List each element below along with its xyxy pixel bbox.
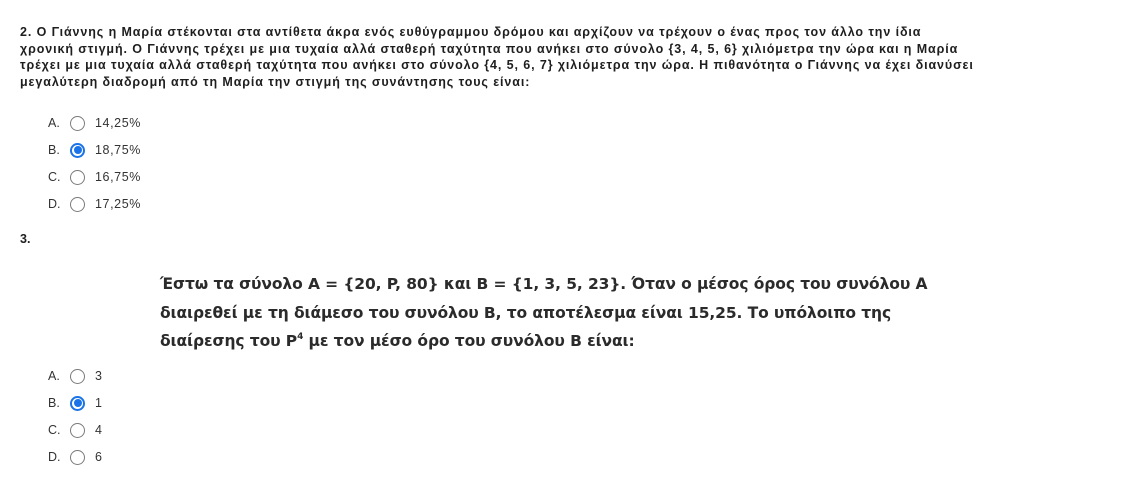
option-label: 16,75% bbox=[95, 170, 141, 184]
option-label: 3 bbox=[95, 369, 103, 383]
question-3-line3-start: διαίρεσης του P bbox=[160, 332, 298, 350]
option-letter: B. bbox=[48, 143, 60, 157]
q3-option-c[interactable] bbox=[48, 421, 103, 439]
option-letter: C. bbox=[48, 423, 61, 437]
radio-button-selected[interactable] bbox=[70, 143, 85, 158]
radio-button[interactable] bbox=[70, 369, 85, 384]
option-label: 18,75% bbox=[95, 143, 141, 157]
radio-button[interactable] bbox=[70, 450, 85, 465]
q3-option-a[interactable] bbox=[48, 367, 103, 385]
option-letter: A. bbox=[48, 369, 60, 383]
question-3-line: Έστω τα σύνολο A = {20, P, 80} και B = {1, 3, 5, 23}. Όταν ο μέσος όρος του συνόλου Α bbox=[160, 275, 928, 293]
option-label: 14,25% bbox=[95, 116, 141, 130]
option-label: 4 bbox=[95, 423, 103, 437]
question-3-line bbox=[160, 327, 920, 356]
question-2-line: 2. Ο Γιάννης η Μαρία στέκονται στα αντίθετα άκρα ενός ευθύγραμμου δρόμου και αρχίζουν να τρέχουν ο ένας προς τον άλλο την ίδια bbox=[20, 25, 922, 39]
q2-option-a[interactable] bbox=[48, 114, 141, 132]
option-letter: D. bbox=[48, 197, 61, 211]
question-2-line: χρονική στιγμή. Ο Γιάννης τρέχει με μια τυχαία αλλά σταθερή ταχύτητα που ανήκει στο σύνολο {3, 4, 5, 6} χιλιόμετρα την ώρα και η Μαρία bbox=[20, 41, 959, 56]
question-3-number: 3. bbox=[20, 232, 31, 246]
radio-button[interactable] bbox=[70, 170, 85, 185]
radio-button[interactable] bbox=[70, 423, 85, 438]
question-3-line: διαιρεθεί με τη διάμεσο του συνόλου B, το αποτέλεσμα είναι 15,25. Το υπόλοιπο της bbox=[160, 303, 892, 322]
radio-button[interactable] bbox=[70, 197, 85, 212]
q2-option-d[interactable] bbox=[48, 195, 141, 213]
question-3-line3-end: με τον μέσο όρο του συνόλου B είναι: bbox=[303, 332, 635, 350]
option-label: 1 bbox=[95, 396, 103, 410]
exponent: 4 bbox=[297, 332, 304, 342]
option-label: 6 bbox=[95, 450, 103, 464]
question-2-line: τρέχει με μια τυχαία αλλά σταθερή ταχύτητα που ανήκει στο σύνολο {4, 5, 6, 7} χιλιόμετρα την ώρα. Η πιθανότητα ο Γιάννης να έχει διανύσει bbox=[20, 58, 974, 72]
q3-option-b[interactable] bbox=[48, 394, 103, 412]
option-letter: C. bbox=[48, 170, 61, 184]
q2-option-c[interactable] bbox=[48, 168, 141, 186]
radio-dot bbox=[74, 146, 82, 154]
radio-button[interactable] bbox=[70, 116, 85, 131]
radio-button-selected[interactable] bbox=[70, 396, 85, 411]
option-label: 17,25% bbox=[95, 197, 141, 211]
question-2-line: μεγαλύτερη διαδρομή από τη Μαρία την στιγμή της συνάντησης τους είναι: bbox=[20, 74, 531, 89]
option-letter: B. bbox=[48, 396, 60, 410]
question-2-text bbox=[20, 24, 1080, 90]
q3-option-d[interactable] bbox=[48, 448, 103, 466]
option-letter: D. bbox=[48, 450, 61, 464]
radio-dot bbox=[74, 399, 82, 407]
q2-option-b[interactable] bbox=[48, 141, 141, 159]
question-3-text bbox=[160, 270, 928, 356]
option-letter: A. bbox=[48, 116, 60, 130]
